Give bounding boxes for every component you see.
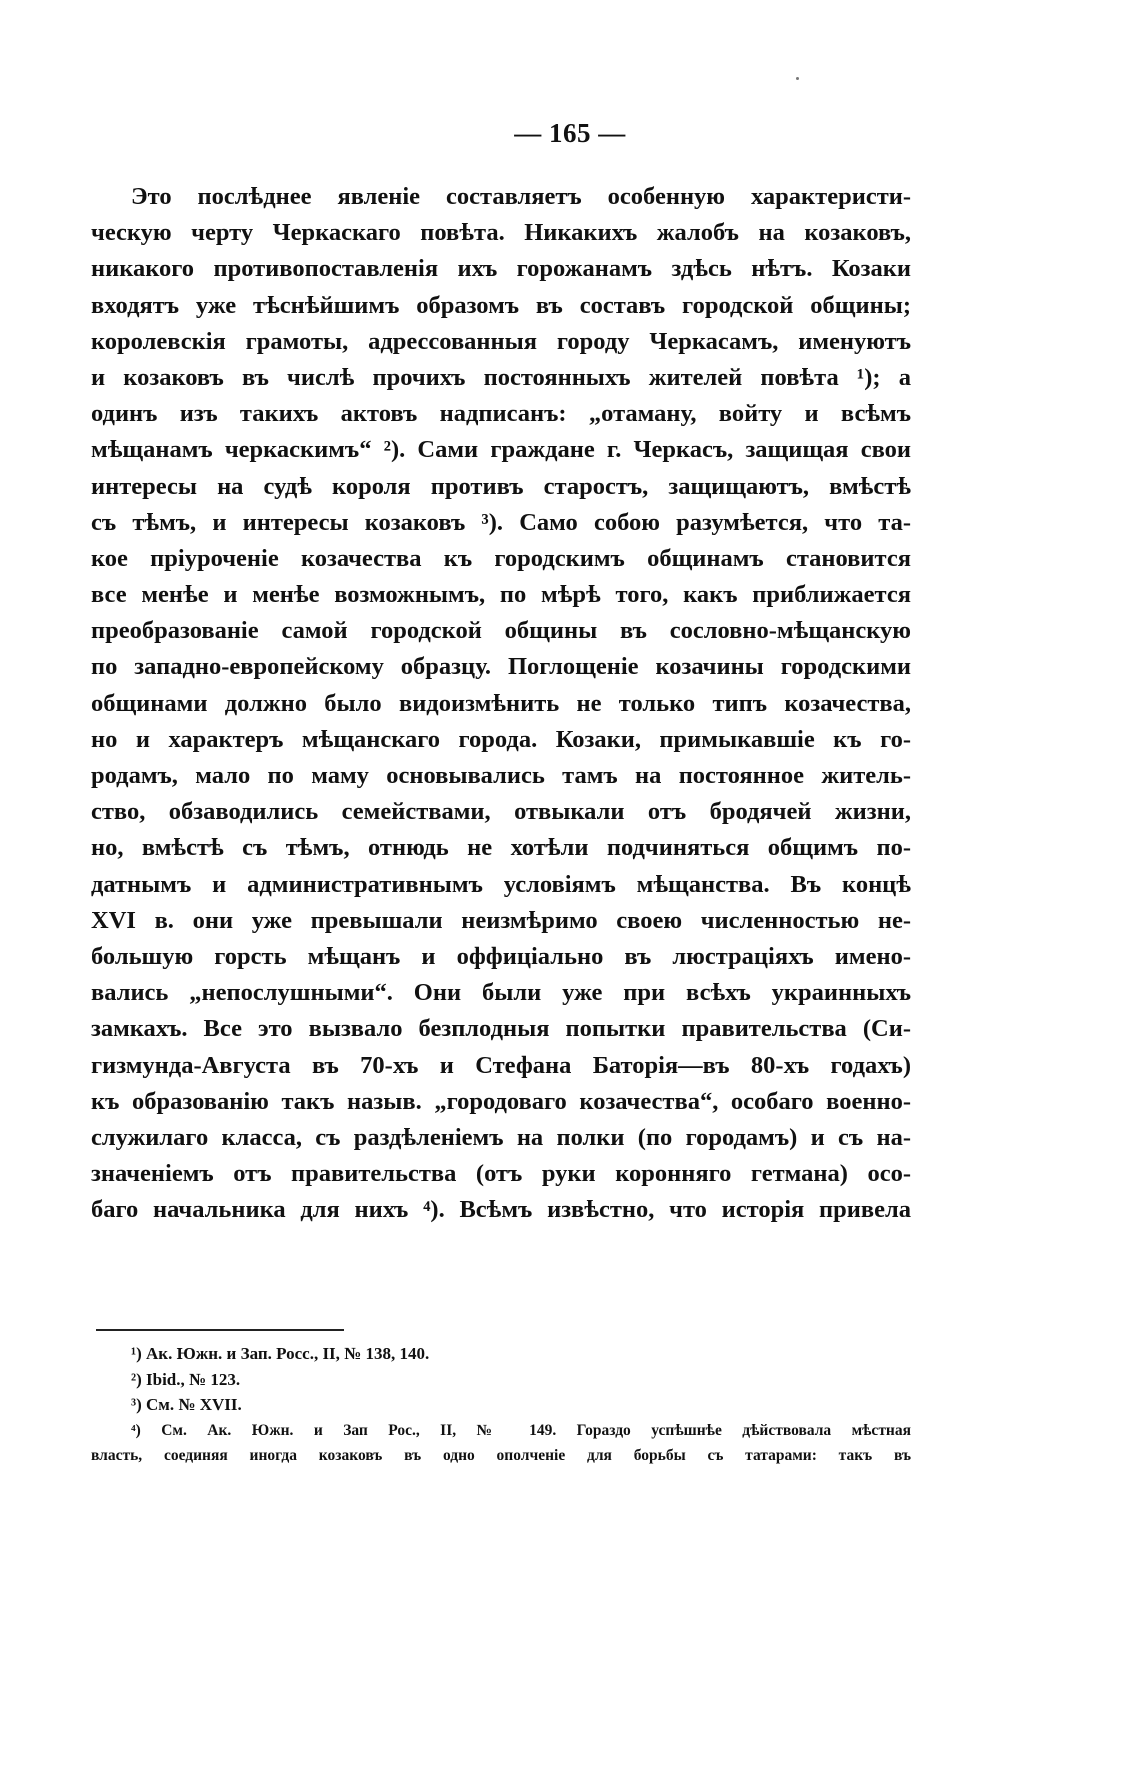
text-line: замкахъ. Все это вызвало безплодныя попытки правительства (Си- <box>91 1015 911 1043</box>
text-line: мѣщанамъ черкаскимъ“ ²). Сами граждане г. Черкасъ, защищая свои <box>91 436 911 464</box>
text-line: значеніемъ отъ правительства (отъ руки коронняго гетмана) осо- <box>91 1160 911 1188</box>
footnote-divider <box>96 1329 344 1331</box>
text-line: ство, обзаводились семействами, отвыкали отъ бродячей жизни, <box>91 798 911 826</box>
footnotes <box>91 1341 911 1469</box>
text-line: интересы на судѣ короля противъ старостъ, защищаютъ, вмѣстѣ <box>91 472 911 500</box>
text-line: съ тѣмъ, и интересы козаковъ ³). Само собою разумѣется, что та- <box>91 508 911 536</box>
body-text <box>91 179 911 1228</box>
text-line: но и характеръ мѣщанскаго города. Козаки, примыкавшіе къ го- <box>91 725 911 753</box>
footnote: ⁴) См. Ак. Южн. и Зап Рос., II, № 149. Гораздо успѣшнѣе дѣйствовала мѣстная <box>131 1421 911 1439</box>
page-number: — 165 — <box>514 118 626 148</box>
text-line: но, вмѣстѣ съ тѣмъ, отнюдь не хотѣли подчиняться общимъ по- <box>91 834 911 862</box>
text-line: ческую черту Черкаскаго повѣта. Никакихъ жалобъ на козаковъ, <box>91 219 911 247</box>
footnote: ³) См. № XVII. <box>131 1395 242 1414</box>
text-line: Это послѣднее явленіе составляетъ особенную характеристи- <box>131 183 911 210</box>
footnote: ¹) Ак. Южн. и Зап. Росс., II, № 138, 140. <box>131 1344 430 1363</box>
text-line: по западно-европейскому образцу. Поглощеніе козачины городскими <box>91 653 911 681</box>
text-line: никакого противопоставленія ихъ горожанамъ здѣсь нѣтъ. Козаки <box>91 255 911 283</box>
text-line: датнымъ и административнымъ условіямъ мѣщанства. Въ концѣ <box>91 870 911 898</box>
speck-mark <box>796 77 799 80</box>
text-line: кое пріуроченіе козачества къ городскимъ общинамъ становится <box>91 544 911 572</box>
text-line: къ образованію такъ назыв. „городоваго козачества“, особаго военно- <box>91 1087 911 1115</box>
text-line: преобразованіе самой городской общины въ сословно-мѣщанскую <box>91 617 911 645</box>
text-line: служилаго класса, съ раздѣленіемъ на полки (по городамъ) и съ на- <box>91 1123 911 1151</box>
text-line: большую горсть мѣщанъ и оффиціально въ люстраціяхъ имено- <box>91 942 911 970</box>
text-line: баго начальника для нихъ ⁴). Всѣмъ извѣстно, что исторія привела <box>91 1196 911 1224</box>
text-line: родамъ, мало по маму основывались тамъ на постоянное житель- <box>91 762 911 789</box>
footnote-continuation: власть, соединяя иногда козаковъ въ одно ополченіе для борьбы съ татарами: такъ въ <box>91 1447 911 1464</box>
footnote: ²) Ibid., № 123. <box>131 1369 241 1389</box>
text-line: входятъ уже тѣснѣйшимъ образомъ въ составъ городской общины; <box>91 291 911 319</box>
text-line: одинъ изъ такихъ актовъ надписанъ: „отаману, войту и всѣмъ <box>91 400 911 428</box>
text-line: королевскія грамоты, адрессованныя городу Черкасамъ, именуютъ <box>91 327 911 355</box>
text-line: все менѣе и менѣе возможнымъ, по мѣрѣ того, какъ приближается <box>91 581 911 609</box>
text-line: общинами должно было видоизмѣнить не только типъ козачества, <box>91 689 911 717</box>
text-line: XVI в. они уже превышали неизмѣримо своею численностью не- <box>91 906 911 934</box>
text-line: гизмунда-Августа въ 70-хъ и Стефана Баторія—въ 80-хъ годахъ) <box>91 1051 911 1079</box>
text-line: вались „непослушными“. Они были уже при всѣхъ украинныхъ <box>91 979 911 1007</box>
text-line: и козаковъ въ числѣ прочихъ постоянныхъ жителей повѣта ¹); а <box>91 363 911 391</box>
